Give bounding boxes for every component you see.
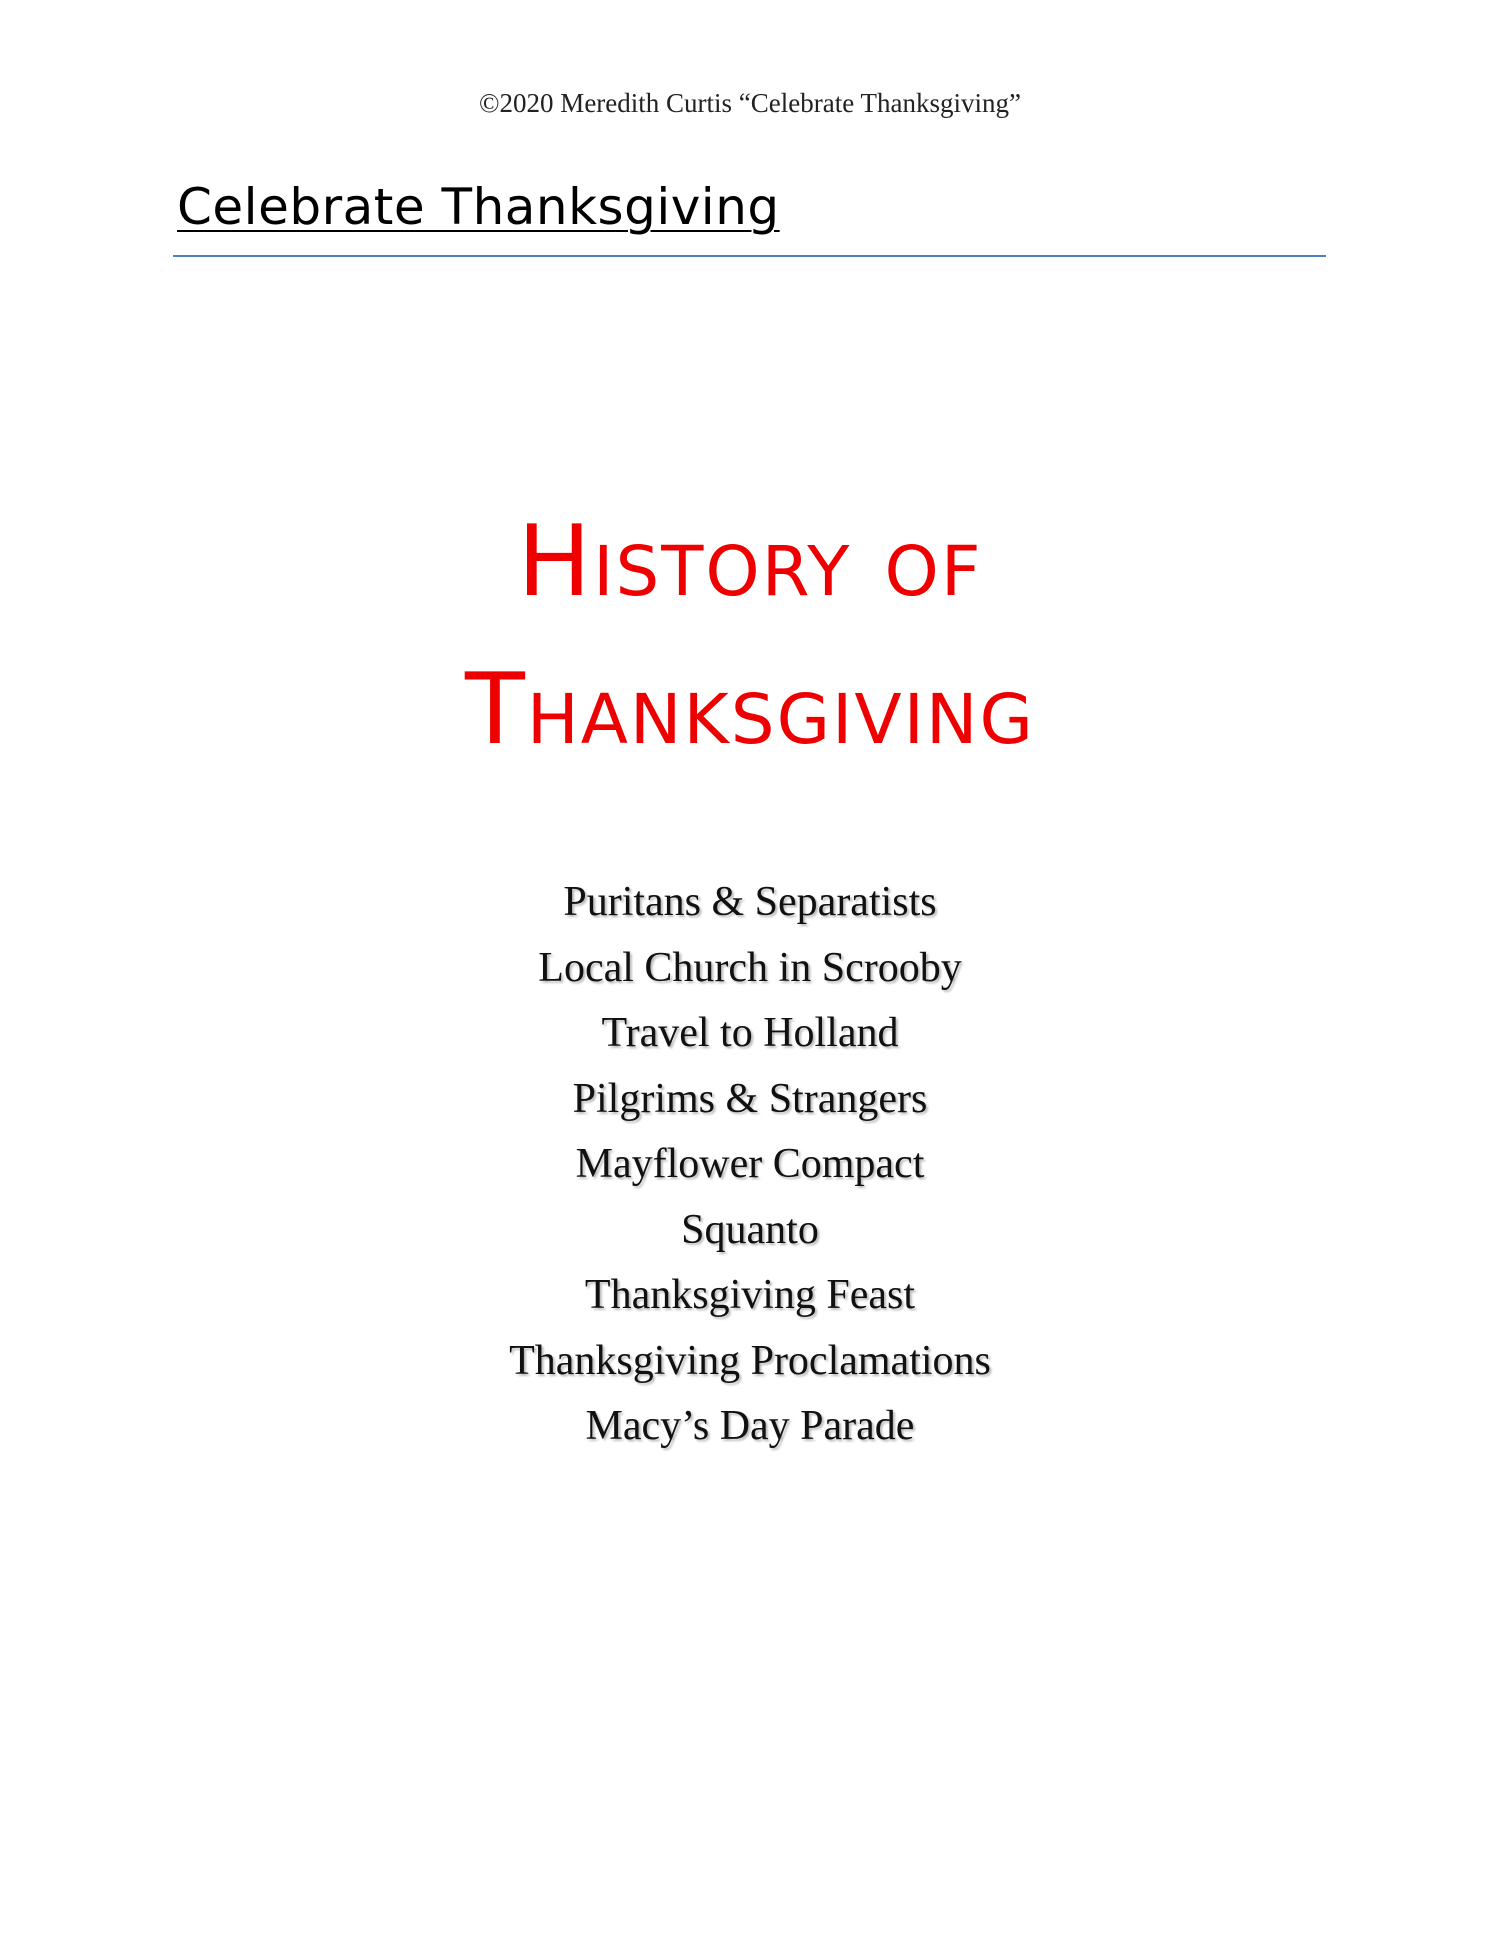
topic-item: Travel to Holland	[601, 1010, 899, 1056]
topic-list	[0, 870, 1500, 1460]
topic-item: Puritans & Separatists	[563, 879, 937, 925]
book-title: Celebrate Thanksgiving	[177, 178, 780, 236]
main-heading-line-2: Thanksgiving	[464, 653, 1036, 767]
title-divider	[173, 255, 1326, 257]
topic-item: Thanksgiving Feast	[584, 1272, 916, 1318]
topic-item: Local Church in Scrooby	[538, 944, 962, 991]
main-heading	[0, 488, 1500, 784]
topic-item: Macy’s Day Parade	[585, 1403, 915, 1449]
copyright-header: ©2020 Meredith Curtis “Celebrate Thanksgiving”	[479, 88, 1021, 118]
topic-item: Thanksgiving Proclamations	[509, 1337, 991, 1384]
main-heading-line-1: History of	[517, 505, 983, 619]
topic-item: Mayflower Compact	[575, 1141, 925, 1187]
topic-item: Pilgrims & Strangers	[572, 1075, 928, 1122]
topic-item: Squanto	[681, 1206, 819, 1253]
